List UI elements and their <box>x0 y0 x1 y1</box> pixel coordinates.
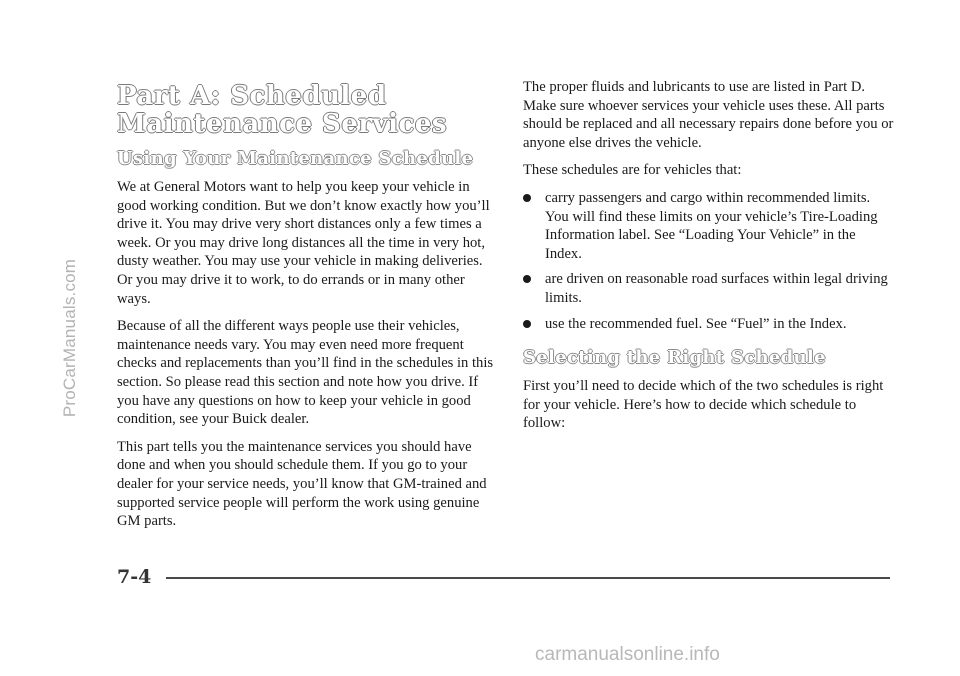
footer-watermark: carmanualsonline.info <box>535 644 720 665</box>
paragraph-schedules-for: These schedules are for vehicles that: <box>523 162 742 179</box>
bullet-icon <box>523 275 531 283</box>
left-column <box>117 78 497 540</box>
list-item <box>523 189 895 263</box>
bullet-icon <box>523 320 531 328</box>
side-watermark: ProCarManuals.com <box>60 258 79 418</box>
paragraph-dealer-service: This part tells you the maintenance services you should have done and when you should schedule them. If you go to your dealer for your service needs, you’ll know that GM-trained and supported service people will perform the work using genuine GM parts. <box>117 438 487 530</box>
part-title <box>117 82 497 138</box>
paragraph-fluids: The proper fluids and lubricants to use are listed in Part D. Make sure whoever services your vehicle uses these. All parts should be replaced and all necessary repairs done before you or anyone else drives the vehicle. <box>523 79 894 151</box>
footer-divider <box>166 577 890 579</box>
paragraph-intro: We at General Motors want to help you keep your vehicle in good working condition. But we don’t know exactly how you’ll drive it. You may drive very short distances only a few times a week. Or you may drive long distances all the time in very hot, dusty weather. You may use your vehicle in making deliveries. Or you may drive it to work, to do errands or in many other ways. <box>117 179 490 307</box>
list-item-text: are driven on reasonable road surfaces within legal driving limits. <box>545 271 888 306</box>
section-heading-using-schedule: Using Your Maintenance Schedule <box>117 148 474 169</box>
bullet-icon <box>523 194 531 202</box>
list-item <box>523 315 895 334</box>
list-item-text: carry passengers and cargo within recommended limits. You will find these limits on your vehicle’s Tire-Loading Information label. See “Loading Your Vehicle” in the Index. <box>545 189 878 262</box>
list-item <box>523 270 895 307</box>
paragraph-decide-schedule: First you’ll need to decide which of the two schedules is right for your vehicle. Here’s how to decide which schedule to follow: <box>523 378 884 432</box>
vehicle-conditions-list <box>523 189 895 333</box>
page-number: 7-4 <box>117 566 152 588</box>
right-column <box>523 78 895 442</box>
part-title-line-1: Part A: Scheduled <box>117 81 387 111</box>
section-heading-selecting-schedule: Selecting the Right Schedule <box>523 347 826 369</box>
paragraph-maintenance-needs: Because of all the different ways people use their vehicles, maintenance needs vary. You may even need more frequent checks and replacements than you’ll find in the schedules in this section. So please read this section and note how you drive. If you have any questions on how to keep your vehicle in good condition, see your Buick dealer. <box>117 318 494 428</box>
part-title-line-2: Maintenance Services <box>117 109 448 139</box>
list-item-text: use the recommended fuel. See “Fuel” in the Index. <box>545 315 847 332</box>
